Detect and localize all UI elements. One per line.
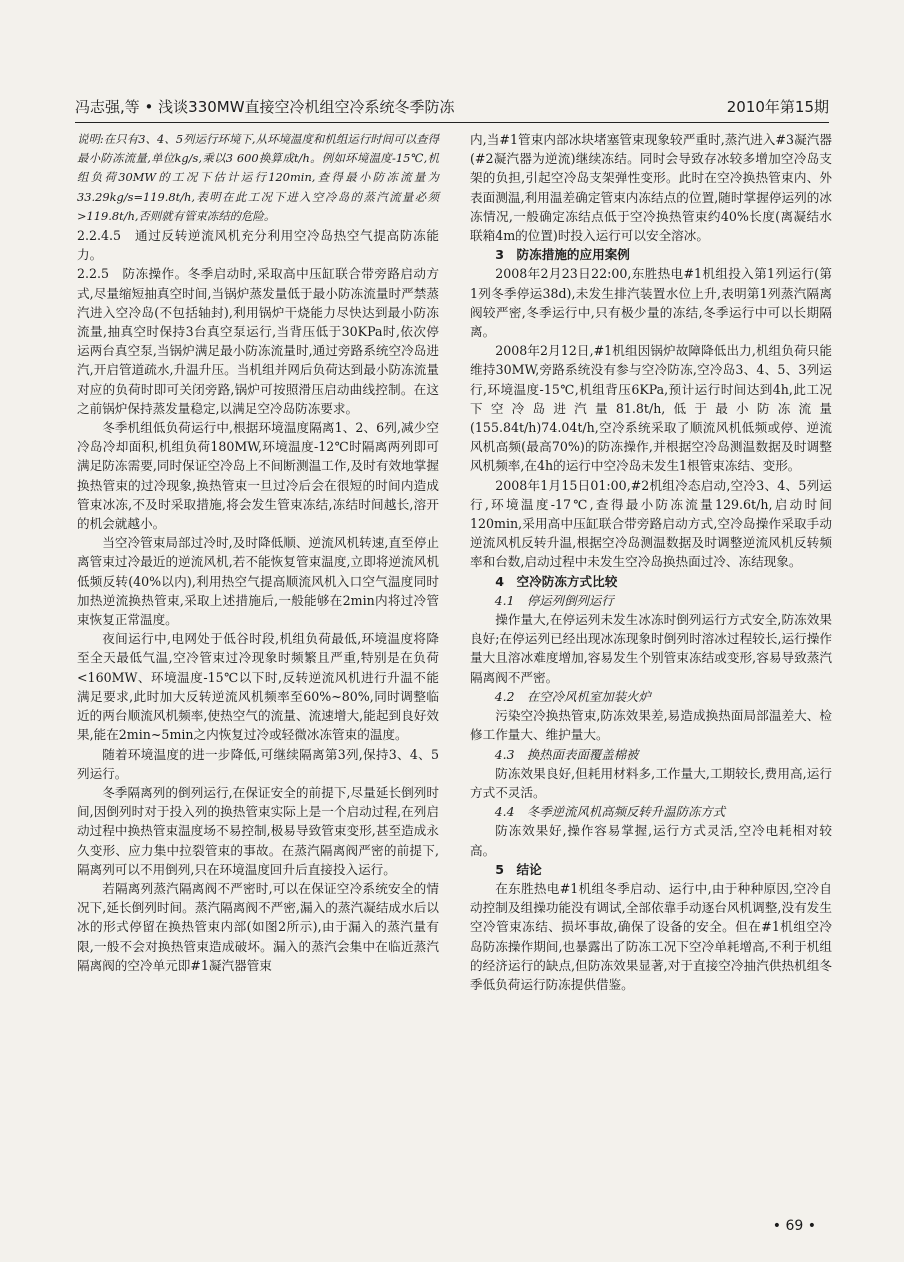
paragraph: 在东胜热电#1机组冬季启动、运行中,由于种种原因,空冷自动控制及组操功能没有调试,全部依靠手动逐台风机调整,没有发生空冷管束冻结、损坏事故,确保了设备的安全。但在#1机组空冷岛防冻操作期间,也暴露出了防冻工况下空冷单耗增高,不利于机组的经济运行的缺点,但防冻效果显著,对于直接空冷抽汽供热机组冬季低负荷运行防冻提供借鉴。	[470, 880, 832, 992]
section-heading-3: 3 防冻措施的应用案例	[495, 247, 630, 263]
section-2-2-4-5: 2.2.4.5 通过反转逆流风机充分利用空冷岛热空气提高防冻能力。	[77, 228, 439, 263]
header-issue: 2010年第15期	[726, 98, 829, 116]
paragraph: 当空冷管束局部过冷时,及时降低顺、逆流风机转速,直至停止离管束过冷最近的逆流风机,若不能恢复管束温度,立即将逆流风机低频反转(40%以内),利用热空气提高顺流风机入口空气温度同时加热逆流换热管束,采取上述措施后,一般能够在2min内将过冷管束恢复正常温度。	[77, 535, 439, 628]
subsection-heading-4-2: 4.2 在空冷风机室加装火炉	[494, 688, 651, 704]
paragraph: 防冻效果良好,但耗用材料多,工作量大,工期较长,费用高,运行方式不灵活。	[470, 765, 832, 800]
right-column	[470, 130, 832, 994]
subsection-heading-4-4: 4.4 冬季逆流风机高频反转升温防冻方式	[494, 804, 726, 820]
paragraph: 随着环境温度的进一步降低,可继续隔离第3列,保持3、4、5列运行。	[77, 746, 439, 781]
paragraph: 2008年1月15日01:00,#2机组冷态启动,空冷3、4、5列运行,环境温度-17℃,查得最小防冻流量129.6t/h,启动时间120min,采用高中压缸联合带旁路启动方式,空冷岛操作采取手动逆流风机反转升温,根据空冷岛测温数据及时调整逆流风机反转频率和台数,启动过程中未发生空冷岛换热面过冷、冻结现象。	[470, 477, 832, 570]
paragraph: 夜间运行中,电网处于低谷时段,机组负荷最低,环境温度将降至全天最低气温,空冷管束过冷现象时频繁且严重,特别是在负荷<160MW、环境温度-15℃以下时,反转逆流风机进行升温不能满足要求,此时加大反转逆流风机频率至60%~80%,同时调整临近的两台顺流风机频率,使热空气的流量、流速增大,能起到良好效果,能在2min~5min之内恢复过冷或轻微冰冻管束的温度。	[77, 631, 439, 743]
paragraph: 污染空冷换热管束,防冻效果差,易造成换热面局部温差大、检修工作量大、维护量大。	[470, 708, 832, 743]
header-title: 冯志强,等 • 浅谈330MW直接空冷机组空冷系统冬季防冻	[75, 98, 455, 116]
section-heading-5: 5 结论	[495, 861, 542, 877]
paragraph: 冬季隔离列的倒列运行,在保证安全的前提下,尽量延长倒列时间,因倒列时对于投入列的换热管束实际上是一个启动过程,在列启动过程中换热管束温度场不易控制,极易导致管束变形,甚至造成永久变形、应力集中拉裂管束的事故。在蒸汽隔离阀严密的前提下,隔离列可以不用倒列,只在环境温度回升后直接投入运行。	[77, 784, 439, 877]
running-header	[75, 95, 829, 117]
page-number: • 69 •	[772, 1218, 816, 1234]
header-rule	[75, 122, 829, 123]
paragraph: 2008年2月12日,#1机组因锅炉故障降低出力,机组负荷只能维持30MW,旁路系统没有参与空冷防冻,空冷岛3、4、5、3列运行,环境温度-15℃,机组背压6KPa,预计运行时间达到4h,此工况下空冷岛进汽量81.8t/h,低于最小防冻流量(155.84t/h)74.04t/h,空冷系统采取了顺流风机低频或停、逆流风机高频(最高70%)的防冻操作,并根据空冷岛测温数据及时调整风机频率,在4h的运行中空冷岛未发生1根管束冻结、变形。	[470, 343, 832, 474]
section-2-2-5: 2.2.5 防冻操作。冬季启动时,采取高中压缸联合带旁路启动方式,尽量缩短抽真空时间,当锅炉蒸发量低于最小防冻流量时严禁蒸汽进入空冷岛(不包括轴封),利用锅炉干烧能力尽快达到最小防冻流量,抽真空时保持3台真空泵运行,当背压低于30KPa时,依次停运两台真空泵,当锅炉满足最小防冻流量时,通过旁路系统空冷岛进汽,开启管道疏水,升温升压。当机组并网后负荷达到最小防冻流量对应的负荷时即可关闭旁路,锅炉可按照滑压启动曲线控制。在这之前锅炉保持蒸发量稳定,以满足空冷岛防冻要求。	[77, 266, 439, 416]
subsection-heading-4-3: 4.3 换热面表面覆盖棉被	[494, 746, 639, 762]
paragraph: 冬季机组低负荷运行中,根据环境温度隔离1、2、6列,减少空冷岛冷却面积,机组负荷180MW,环境温度-12℃时隔离两列即可满足防冻需要,同时保证空冷岛上不间断测温工作,及时有效地掌握换热管束的过冷现象,换热管束一旦过冷后会在很短的时间内造成管束冰冻,不及时采取措施,将会发生管束冻结,冻结时间越长,溶开的机会就越小。	[77, 420, 439, 532]
left-column	[77, 130, 439, 975]
subsection-heading-4-1: 4.1 停运列倒列运行	[494, 592, 614, 608]
paragraph: 防冻效果好,操作容易掌握,运行方式灵活,空冷电耗相对较高。	[470, 823, 832, 858]
paragraph: 操作量大,在停运列未发生冰冻时倒列运行方式安全,防冻效果良好;在停运列已经出现冰冻现象时倒列时溶冰过程较长,运行操作量大且溶冰难度增加,容易发生个别管束冻结或变形,容易导致蒸汽隔离阀不严密。	[470, 612, 832, 685]
paragraph: 内,当#1管束内部冰块堵塞管束现象较严重时,蒸汽进入#3凝汽器(#2凝汽器为逆流)继续冻结。同时会导致存冰较多增加空冷岛支架的负担,引起空冷岛支架弹性变形。此时在空冷换热管束内、外表面测温,利用温差确定管束内冻结点的位置,随时掌握停运列的冰冻情况,一般确定冻结点低于空冷换热管束约40%长度(离凝结水联箱4m的位置)时投入运行可以安全溶冰。	[470, 132, 832, 244]
table-note: 说明:在只有3、4、5列运行环境下,从环境温度和机组运行时间可以查得最小防冻流量,单位kg/s,乘以3 600换算成t/h。例如环境温度-15℃,机组负荷30MW的工况下估计运行120min,查得最小防冻流量为33.29kg/s=119.8t/h,表明在此工况下进入空冷岛的蒸汽流量必须>119.8t/h,否则就有管束冻结的危险。	[77, 132, 439, 223]
paragraph: 若隔离列蒸汽隔离阀不严密时,可以在保证空冷系统安全的情况下,延长倒列时间。蒸汽隔离阀不严密,漏入的蒸汽凝结成水后以冰的形式停留在换热管束内部(如图2所示),由于漏入的蒸汽量有限,一般不会对换热管束造成破坏。漏入的蒸汽会集中在临近蒸汽隔离阀的空冷单元即#1凝汽器管束	[77, 880, 439, 973]
section-heading-4: 4 空冷防冻方式比较	[495, 573, 618, 589]
paragraph: 2008年2月23日22:00,东胜热电#1机组投入第1列运行(第1列冬季停运38d),未发生排汽装置水位上升,表明第1列蒸汽隔离阀较严密,冬季运行中,只有极少量的冻结,冬季运行中可以长期隔离。	[470, 266, 832, 340]
